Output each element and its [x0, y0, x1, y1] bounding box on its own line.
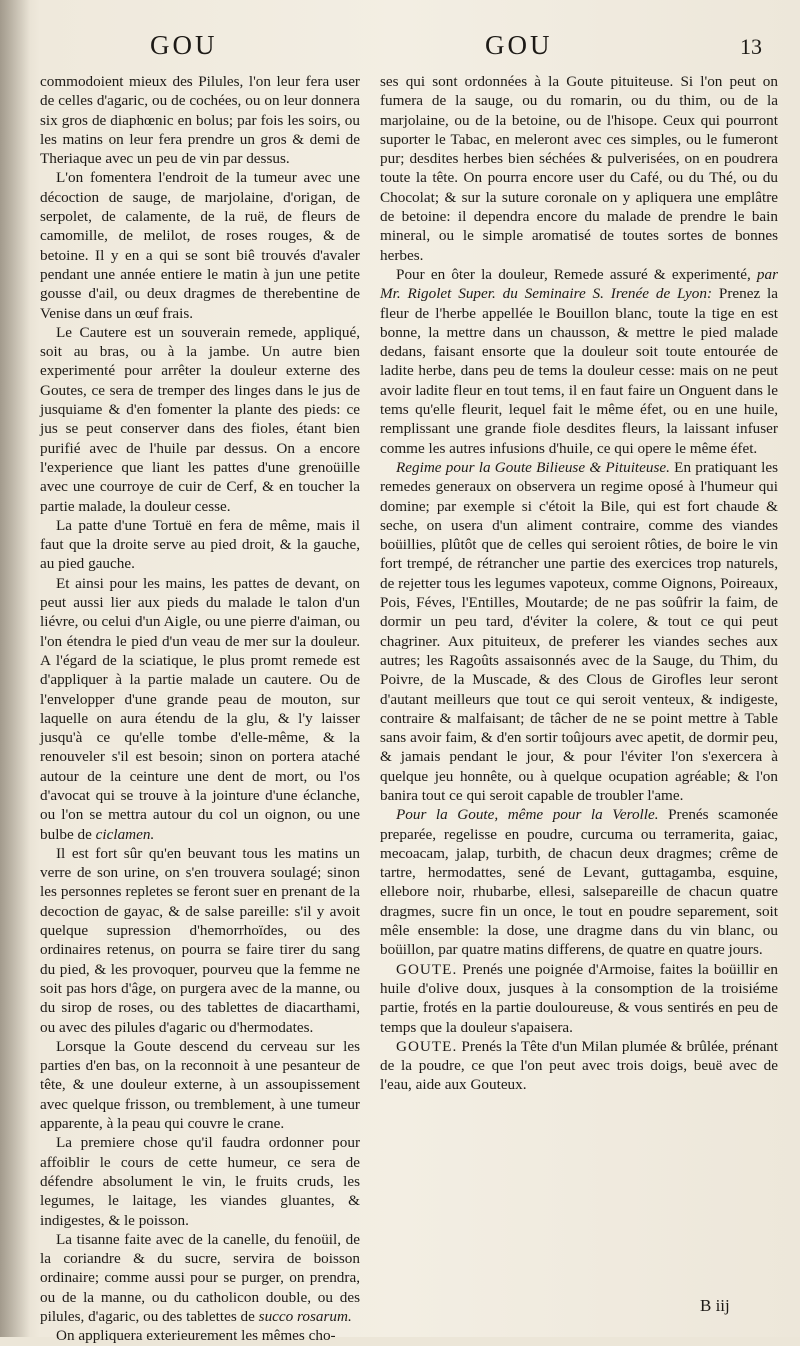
paragraph: La patte d'une Tortuë en fera de même, mais il faut que la droite serve au pied droit, & la gauche, au pied gauche.: [40, 516, 360, 573]
running-header: [0, 30, 800, 70]
right-column: [380, 72, 778, 1095]
section-heading: Regime pour la Goute Bilieuse & Pituiteuse.: [396, 458, 670, 476]
paragraph: On appliquera exterieurement les mêmes cho-: [56, 1327, 336, 1345]
left-column: [40, 72, 360, 1346]
page-number: 13: [740, 34, 762, 59]
paragraph: La tisanne faite avec de la canelle, du fenoüil, de la coriandre & du sucre, servira de boisson ordinaire; comme aussi pour se purger, on prendra, ou de la manne, ou du catholicon double, ou des pilules, d'agaric, ou des tablettes de succo rosarum.: [40, 1230, 360, 1325]
paragraph: GOUTE. Prenés une poignée d'Armoise, faites la boüillir en huile d'olive doux, jusques à la consomption de la troisiéme partie, frotés en la partie douloureuse, & vous sentirés en peu de temps que la douleur s'apaisera.: [380, 960, 779, 1036]
paragraph: Regime pour la Goute Bilieuse & Pituiteuse. En pratiquant les remedes generaux on observera un regime oposé à l'humeur qui domine; par exemple si c'étoit la Bile, qui est fort chaude & seche, on usera d'un aliment contraire, comme des viandes boüillies, plûtôt que de celles qui seroient rôties, de boire le vin fort trempé, de rétrancher une partie des exercices trop naturels, de rejetter tous les legumes vapoteux, comme Oignons, Poireaux, Pois, Féves, l'Entilles, Moutarde; de ne pas soûfrir la faim, de dormir un peu tard, d'éviter la colere, & tout ce qui peut chagriner. Aux pituiteux, de preferer les viandes seches aux autres; les Ragoûts assaisonnés avec de la Sauge, du Thim, du Poivre, de la Muscade, & des Clous de Girofles leur seront d'autant meilleurs que tout ce qui seroit venteux, & indigeste, contraire & malfaisant; de tâcher de ne se point mettre à Table sans avoir faim, & d'en sortir toûjours avec apetit, de dormir peu, & jamais pendant le jour, & pour l'éviter l'on s'exercera à quelque jeu honnête, ou à quelque ocupation agréable; & l'on banira tout ce qui seroit capable de troubler l'ame.: [380, 458, 778, 804]
paragraph: Et ainsi pour les mains, les pattes de devant, on peut aussi lier aux pieds du malade le talon d'un liévre, ou celui d'un Aigle, ou une pierre d'aiman, ou l'on étendra le pied d'un veau de mer sur la douleur. A l'égard de la sciatique, le plus promt remede est d'appliquer à la partie malade un cautere. Ou de l'envelopper d'une grande peau de mouton, sur laquelle on aura étendu de la glu, & l'y laisser jusqu'à ce qu'elle tombe d'elle-même, & la renouveler s'il est besoin; sinon on portera ataché autour de la ceinture une dent de mort, ou l'os d'avocat qui se trouve à la jointure d'une éclanche, ou l'on se mettra autour du col un oignon, ou une bulbe de ciclamen.: [40, 574, 360, 843]
paragraph: Le Cautere est un souverain remede, appliqué, soit au bras, ou à la jambe. Un autre bien experimenté pour arrêter la douleur externe des Goutes, ce sera de tremper des linges dans le jus de jusquiame & d'en fomenter la plante des pieds: ce jus se peut conserver dans des fioles, étant bien purifié avec de l'huile par dessus. On a encore l'experience que liant les pattes d'une grenoüille avec une courroye de cuir de Cerf, & en toucher la partie malade, la douleur cesse.: [40, 323, 360, 515]
paragraph: GOUTE. Prenés la Tête d'un Milan plumée & brûlée, prénant de la poudre, ce que l'on peut avec trois doigs, beuë avec de l'eau, aide aux Gouteux.: [380, 1037, 778, 1094]
paragraph: ses qui sont ordonnées à la Goute pituiteuse. Si l'on peut on fumera de la sauge, ou du romarin, ou du thim, ou de la marjolaine, ou de la betoine, ou de l'hisope. Ceux qui pourront suporter le Tabac, en meleront avec ces simples, ou le fumeront pur; desdites herbes bien séchées & pulverisées, on en poudrera toute la tête. On pourra encore user du Café, ou du Thé, ou du Chocolat; & sur la suture coronale on y apliquera une emplâtre de betoine: il dependra encore du malade de prendre le bain mineral, ou le simple aromatisé de toutes sortes de bonnes herbes.: [380, 73, 778, 264]
paragraph: La premiere chose qu'il faudra ordonner pour affoiblir le cours de cette humeur, ce sera de défendre absolument le vin, le fruits cruds, les legumes, le laitage, les viandes gluantes, & indigestes, & le poisson.: [40, 1134, 360, 1229]
entry-headword: GOUTE.: [396, 960, 458, 978]
paragraph: L'on fomentera l'endroit de la tumeur avec une décoction de sauge, de marjolaine, d'origan, de serpolet, de calamente, de la ruë, de fleurs de camomille, de melilot, de roses rouges, & de betoine. Il y en a qui se sont biê trouvés d'avaler pendant une année entiere le matin à jun une petite gousse d'ail, ou deux dragmes de therebentine de Venise dans un œuf frais.: [40, 169, 360, 322]
paragraph: Lorsque la Goute descend du cerveau sur les parties d'en bas, on la reconnoit à une pesanteur de tête, & une douleur externe, à un assoupissement avec quelque frisson, ou tremblement, à une tumeur apparente, à la peau qui couvre le crane.: [40, 1037, 360, 1133]
header-right-word: GOU: [485, 30, 553, 60]
header-left-word: GOU: [150, 30, 218, 60]
signature-mark: B iij: [700, 1296, 730, 1315]
paragraph: Pour la Goute, même pour la Verolle. Prenés scamonée preparée, regelisse en poudre, curcuma ou terramerita, gaiac, mecoacam, jalap, turbith, de chacun deux dragmes; crême de tartre, hermodattes, sené de Levant, guttagamba, esquine, ellebore noir, rhubarbe, ellesi, salsepareille de chacun quatre dragmes, sucre fin un once, le tout en poudre separement, soit mêle ensemble: la dose, une dragme dans du vin blanc, ou boüillon, par quatre matins differens, de quatre en quatre jours.: [380, 806, 779, 959]
entry-headword: GOUTE.: [396, 1037, 458, 1055]
gutter-shadow: [0, 0, 30, 1337]
paragraph: commodoient mieux des Pilules, l'on leur fera user de celles d'agaric, ou de cochées, ou on leur donnera six gros de diaphœnic en bolus; par fois les soirs, ou les matins on leur fera prendre un gros & demi de Theriaque avec un peu de vin par dessus.: [40, 73, 360, 168]
paragraph: Pour en ôter la douleur, Remede assuré & experimenté, par Mr. Rigolet Super. du Seminaire S. Irenée de Lyon: Prenez la fleur de l'herbe appellée le Bouillon blanc, toute la tige en est bonne, la mettre dans un chausson, & mettre le pied malade dedans, faisant ensorte que la douleur soit toute entourée de ladite herbe, dans peu de tems la douleur cesse: mais on ne peut avoir ladite fleur en tout tems, il en faut faire un Onguent dans le tems qu'elle fleurit, lequel fait le même éfet, ou en une huile, remplissant une grande fiole desdites fleurs, la laissant infuser comme les autres infusions d'huile, ce qui opere le même éfet.: [380, 265, 779, 457]
paragraph: Il est fort sûr qu'en beuvant tous les matins un verre de son urine, on s'en trouvera soulagé; sinon les personnes repletes se feront suer en prenant de la decoction de gayac, & de salse pareille: s'il y avoit quelque supression d'hemorrhoïdes, ou des ordinaires retenus, on pourra se faire tirer du sang du pied, & les provoquer, pourveu que la femme ne soit pas hors d'âge, on purgera avec de la manne, ou du sirop de roses, ou des tablettes de diacarthami, ou avec des pilules d'agaric ou d'hermodates.: [40, 844, 360, 1036]
section-heading: Pour la Goute, même pour la Verolle.: [396, 806, 659, 824]
